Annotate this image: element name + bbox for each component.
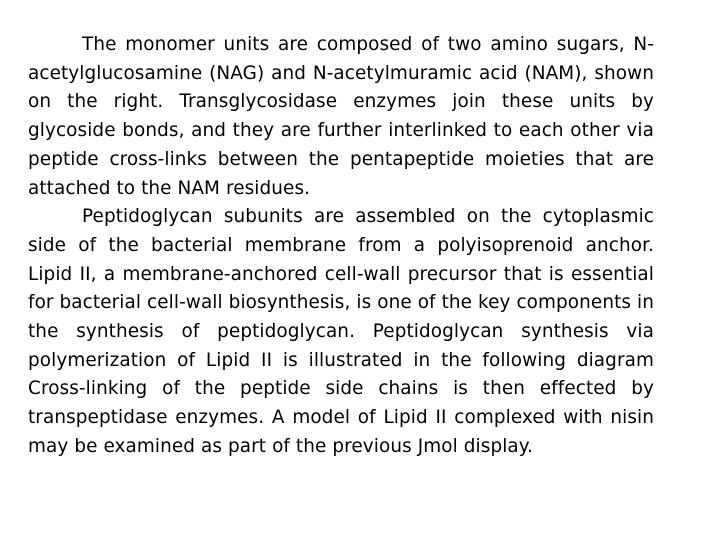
paragraph-peptidoglycan-subunits: Peptidoglycan subunits are assembled on the cytoplasmic side of the bacterial membrane from a polyisoprenoid anchor. Lipid II, a membrane-anchored cell-wall precursor that is essential for bacterial cell-wall biosynthesis, is one of the key components in the synthesis of peptidoglycan. Peptidoglycan synthesis via polymerization of Lipid II is illustrated in the following diagram Cross-linking of the peptide side chains is then effected by transpeptidase enzymes. A model of Lipid II complexed with nisin may be examined as part of the previous Jmol display. [28,206,654,457]
document-body [28,31,654,462]
paragraph-monomer-units: The monomer units are composed of two amino sugars, N-acetylglucosamine (NAG) and N-acetylmuramic acid (NAM), shown on the right. Transglycosidase enzymes join these units by glycoside bonds, and they are further interlinked to each other via peptide cross-links between the pentapeptide moieties that are attached to the NAM residues. [28,34,654,199]
